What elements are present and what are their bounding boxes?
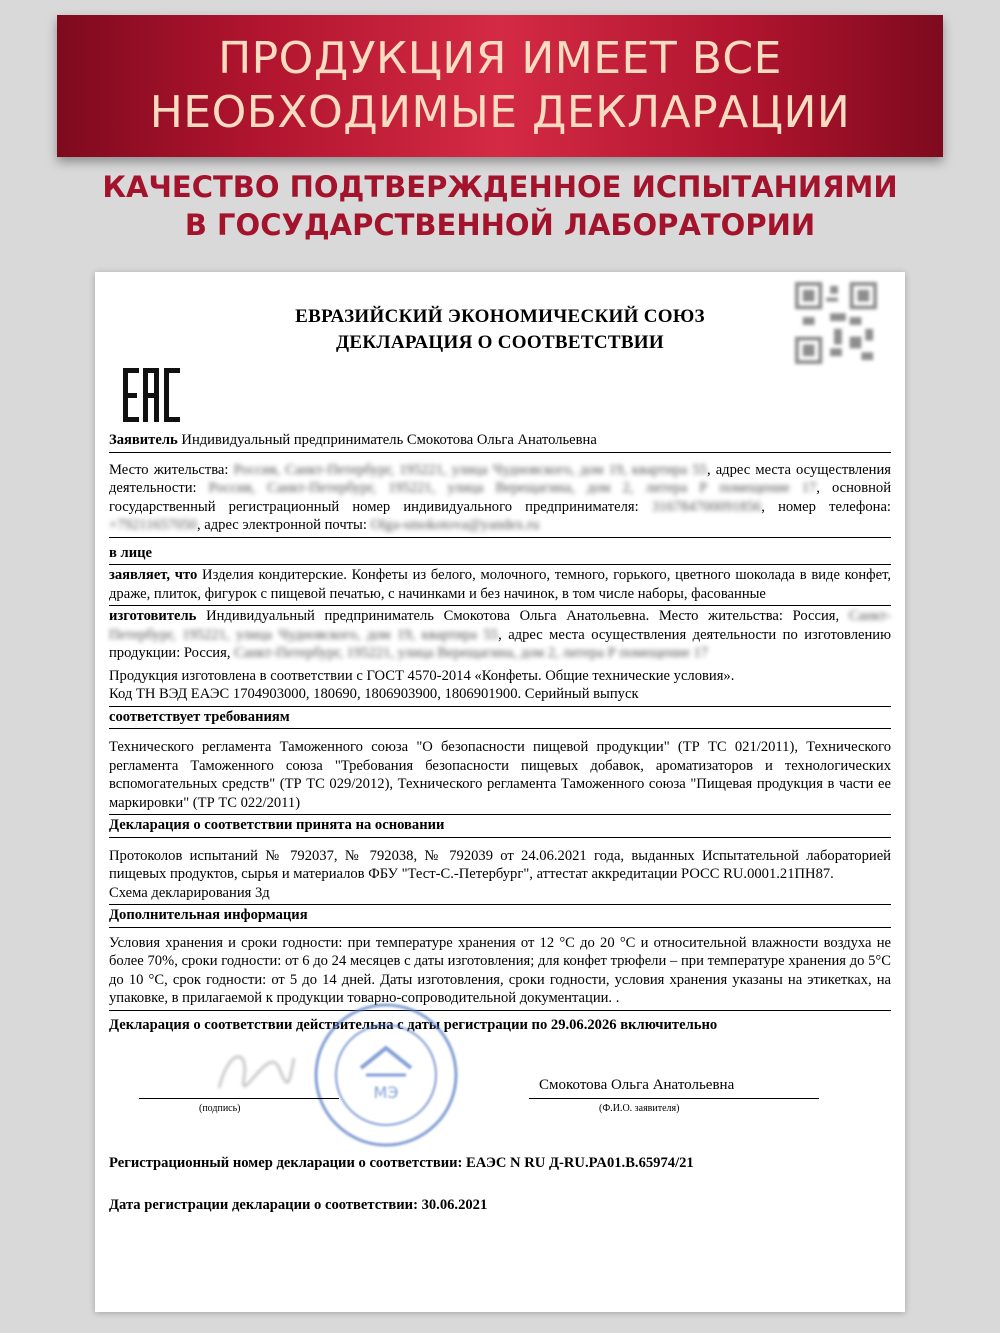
declares-value: Изделия кондитерские. Конфеты из белого, молочного, темного, горького, цветного шоколада в виде конфет, драже, плиток, фигурок с пищевой печатью, с начинками и без начинок, в том числе наборы, фасованные	[109, 567, 892, 602]
email-label: , адрес электронной почты:	[196, 517, 367, 533]
applicant-row	[109, 430, 891, 453]
registration-date: Дата регистрации декларации о соответствии: 30.06.2021	[109, 1197, 488, 1213]
scheme: Схема декларирования 3д	[109, 884, 270, 901]
residence-row	[109, 453, 891, 538]
residence-label: Место жительства:	[109, 461, 229, 478]
document-header	[95, 304, 905, 356]
manufacturer-row	[109, 606, 891, 707]
produced-by: Продукция изготовлена в соответствии с ГОСТ 4570-2014 «Конфеты. Общие технические условия».	[109, 667, 735, 684]
regnum-value: 316784700091856	[651, 498, 762, 515]
complies-row	[109, 729, 891, 815]
applicant-label: Заявитель	[109, 432, 178, 448]
validity: Декларация о соответствии действительна с даты регистрации по 29.06.2026 включительно	[109, 1016, 718, 1033]
extra-row	[109, 928, 891, 1011]
header-union: ЕВРАЗИЙСКИЙ ЭКОНОМИЧЕСКИЙ СОЮЗ	[295, 306, 705, 327]
name-caption: (Ф.И.О. заявителя)	[599, 1103, 680, 1114]
applicant-value: Индивидуальный предприниматель Смокотова Ольга Анатольевна	[181, 432, 597, 448]
manufacturer-address-1: Санкт-Петербург, 195221, улица Чудновского, дом 19, квартира 55	[109, 608, 891, 643]
declares-label: заявляет, что	[109, 567, 198, 583]
extra-value: Условия хранения и сроки годности: при температуре хранения от 12 °С до 20 °С и относительной влажности воздуха не более 70%, сроки годности: от 6 до 24 месяцев с даты изготовления; для конфет трюфели – при температуре хранения до 5°С до 10 °С, срок годности: от 5 до 14 дней. Даты изготовления, сроки годности, условия хранения указаны на этикетках, на упаковке, в прилагаемой к продукции товарно-сопроводительной документации. .	[109, 934, 891, 1006]
phone-value: +79211657050	[109, 517, 197, 533]
validity-row	[109, 1011, 891, 1035]
eac-logo-icon	[121, 364, 183, 426]
complies-label: соответствует требованиям	[109, 708, 290, 725]
activity-label: , адрес места осуществления деятельности:	[109, 461, 891, 496]
seal-stamp-icon	[311, 1000, 461, 1150]
registration-number: Регистрационный номер декларации о соответствии: ЕАЭС N RU Д-RU.PA01.B.65974/21	[109, 1155, 694, 1171]
basis-header-row	[109, 815, 891, 838]
extra-label: Дополнительная информация	[109, 907, 308, 923]
stamp-text: МЭ	[373, 1083, 399, 1102]
manufacturer-address-label: , адрес места осуществления деятельности по изготовлению продукции: Россия,	[109, 626, 891, 661]
manufacturer-label: изготовитель	[109, 608, 197, 624]
document-body	[109, 430, 891, 1214]
signature-scribble-icon	[209, 1038, 299, 1098]
signature-caption: (подпись)	[199, 1103, 241, 1114]
manufacturer-value: Индивидуальный предприниматель Смокотова Ольга Анатольевна. Место жительства: Россия,	[206, 608, 840, 624]
declaration-document	[95, 272, 905, 1312]
in-person-row	[109, 538, 891, 566]
top-banner	[57, 15, 943, 157]
manufacturer-address-2: Санкт-Петербург, 195221, улица Верещагина, дом 2, литера Р помещение 17	[234, 645, 709, 661]
header-declaration: ДЕКЛАРАЦИЯ О СООТВЕТСТВИИ	[336, 332, 664, 353]
regnum-label: , основной государственный регистрационный номер индивидуального предпринимателя:	[109, 480, 892, 515]
banner-line-1: ПРОДУКЦИЯ ИМЕЕТ ВСЕ	[218, 33, 782, 84]
in-person-label: в лице	[109, 544, 153, 561]
name-line	[529, 1098, 819, 1099]
extra-header-row	[109, 905, 891, 928]
subtitle-line-1: КАЧЕСТВО ПОДТВЕРЖДЕННОЕ ИСПЫТАНИЯМИ	[102, 170, 898, 204]
subtitle	[0, 168, 1000, 244]
signature-line	[139, 1098, 339, 1099]
subtitle-line-2: В ГОСУДАРСТВЕННОЙ ЛАБОРАТОРИИ	[184, 208, 816, 242]
email-value: Olga-smokotova@yandex.ru	[370, 517, 540, 533]
basis-label: Декларация о соответствии принята на основании	[109, 817, 445, 833]
complies-header-row	[109, 707, 891, 730]
product-code: Код ТН ВЭД ЕАЭС 1704903000, 180690, 1806903900, 1806901900. Серийный выпуск	[109, 686, 639, 702]
complies-value: Технического регламента Таможенного союза "О безопасности пищевой продукции" (ТР ТС 021/2011), Технического регламента Таможенного союза "Требования безопасности пищевых добавок, ароматизаторов и технологических вспомогательных средств" (ТР ТС 029/2012), Технического регламента Таможенного союза "Пищевая продукция в части ее маркировки" (ТР ТС 022/2011)	[109, 739, 891, 811]
signer-name: Смокотова Ольга Анатольевна	[539, 1077, 735, 1093]
basis-value: Протоколов испытаний № 792037, № 792038, № 792039 от 24.06.2021 года, выданных Испытательной лабораторией пищевых продуктов, сырья и материалов ФБУ "Тест-С.-Петербург", аттестат аккредитации РОСС RU.0001.21ПН87.	[109, 847, 891, 882]
residence-value: Россия, Санкт-Петербург, 195221, улица Чудновского, дом 19, квартира 55	[233, 461, 707, 478]
activity-value: Россия, Санкт-Петербург, 195221, улица Верещагина, дом 2, литера Р помещение 17	[208, 480, 817, 496]
banner-line-2: НЕОБХОДИМЫЕ ДЕКЛАРАЦИИ	[149, 87, 851, 138]
basis-row	[109, 838, 891, 906]
qr-code-icon	[795, 282, 877, 364]
phone-label: , номер телефона:	[761, 498, 891, 515]
signature-area	[109, 1034, 891, 1130]
declares-row	[109, 565, 891, 606]
